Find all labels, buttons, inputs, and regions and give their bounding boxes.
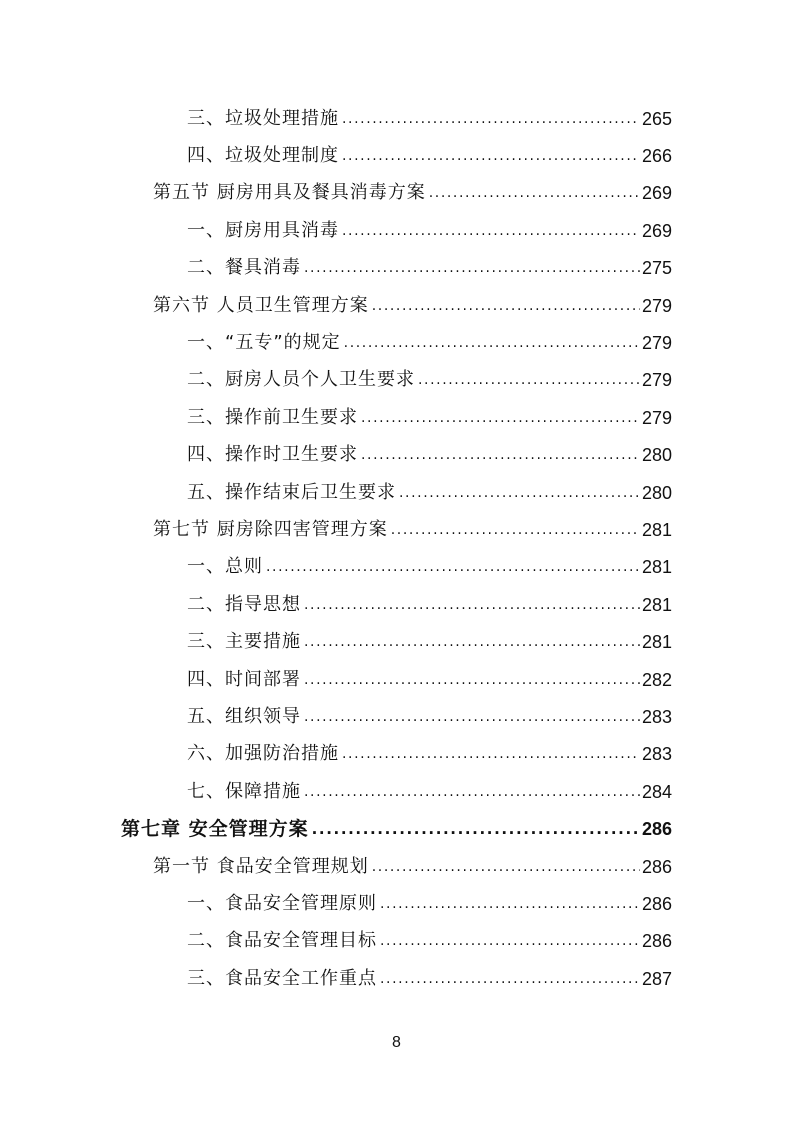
toc-entry[interactable] [0, 773, 793, 810]
toc-entry[interactable] [0, 324, 793, 361]
dot-leader [342, 744, 640, 764]
toc-entry-page: 286 [641, 893, 672, 914]
dot-leader [399, 483, 640, 503]
toc-entry-page: 279 [641, 407, 672, 428]
toc-entry-label: 三、食品安全工作重点 [187, 967, 377, 989]
toc-entry-page: 286 [641, 856, 672, 877]
toc-entry-page: 286 [641, 931, 672, 952]
toc-entry-page: 279 [641, 370, 672, 391]
dot-leader [304, 707, 640, 727]
toc-entry[interactable] [0, 399, 793, 436]
toc-entry-label: 三、主要措施 [187, 631, 301, 653]
toc-entry[interactable] [0, 250, 793, 287]
dot-leader [304, 670, 640, 690]
table-of-contents [0, 100, 793, 997]
toc-entry-label: 七、保障措施 [187, 780, 301, 802]
dot-leader [418, 370, 640, 390]
toc-entry[interactable] [0, 661, 793, 698]
toc-entry-page: 275 [641, 258, 672, 279]
dot-leader [380, 931, 640, 951]
toc-entry-label: 第五节 厨房用具及餐具消毒方案 [153, 182, 426, 204]
toc-entry-page: 281 [641, 632, 672, 653]
dot-leader [361, 445, 640, 465]
toc-entry-page: 279 [641, 333, 672, 354]
toc-entry-label: 第七节 厨房除四害管理方案 [153, 518, 388, 540]
toc-entry[interactable] [0, 923, 793, 960]
toc-entry-label: 一、食品安全管理原则 [187, 892, 377, 914]
toc-entry-label: 四、操作时卫生要求 [187, 444, 358, 466]
toc-entry-label: 第七章 安全管理方案 [121, 817, 309, 840]
dot-leader [266, 557, 640, 577]
toc-entry-label: 一、“五专”的规定 [187, 332, 341, 354]
toc-entry-page: 283 [641, 744, 672, 765]
dot-leader [342, 221, 640, 241]
toc-entry[interactable] [0, 437, 793, 474]
dot-leader [372, 296, 640, 316]
dot-leader [342, 146, 640, 166]
toc-entry[interactable] [0, 175, 793, 212]
toc-entry-page: 281 [641, 594, 672, 615]
toc-entry-label: 四、时间部署 [187, 668, 301, 690]
toc-entry[interactable] [0, 549, 793, 586]
toc-entry-page: 281 [641, 557, 672, 578]
toc-entry[interactable] [0, 885, 793, 922]
toc-entry[interactable] [0, 736, 793, 773]
toc-entry-label: 三、垃圾处理措施 [187, 107, 339, 129]
toc-entry[interactable] [0, 212, 793, 249]
toc-entry-label: 五、操作结束后卫生要求 [187, 481, 396, 503]
toc-entry-page: 281 [641, 519, 672, 540]
dot-leader [361, 408, 640, 428]
dot-leader [429, 183, 640, 203]
toc-entry-label: 三、操作前卫生要求 [187, 406, 358, 428]
toc-entry-page: 265 [641, 108, 672, 129]
toc-entry[interactable] [0, 511, 793, 548]
toc-entry-page: 283 [641, 706, 672, 727]
dot-leader [380, 894, 640, 914]
toc-entry-page: 284 [641, 781, 672, 802]
toc-entry-page: 269 [641, 220, 672, 241]
toc-entry-label: 二、食品安全管理目标 [187, 930, 377, 952]
toc-entry[interactable] [0, 287, 793, 324]
toc-entry-page: 279 [641, 295, 672, 316]
dot-leader [304, 595, 640, 615]
toc-entry-label: 第六节 人员卫生管理方案 [153, 294, 369, 316]
toc-entry-label: 二、指导思想 [187, 593, 301, 615]
toc-entry-page: 269 [641, 183, 672, 204]
toc-entry-label: 五、组织领导 [187, 705, 301, 727]
toc-entry-page: 282 [641, 669, 672, 690]
toc-entry-label: 二、餐具消毒 [187, 257, 301, 279]
page-number: 8 [392, 1034, 401, 1051]
toc-entry-label: 二、厨房人员个人卫生要求 [187, 369, 415, 391]
dot-leader [304, 632, 640, 652]
dot-leader [304, 258, 640, 278]
toc-entry-page: 280 [641, 482, 672, 503]
dot-leader [372, 857, 640, 877]
toc-entry-label: 六、加强防治措施 [187, 743, 339, 765]
toc-entry-page: 286 [641, 819, 672, 840]
toc-entry-label: 一、厨房用具消毒 [187, 219, 339, 241]
dot-leader [304, 782, 640, 802]
toc-entry[interactable] [0, 474, 793, 511]
dot-leader [312, 819, 640, 839]
toc-entry[interactable] [0, 810, 793, 847]
toc-entry[interactable] [0, 848, 793, 885]
toc-entry[interactable] [0, 960, 793, 997]
dot-leader [342, 109, 640, 129]
toc-entry-page: 280 [641, 445, 672, 466]
toc-entry-label: 第一节 食品安全管理规划 [153, 855, 369, 877]
toc-entry[interactable] [0, 362, 793, 399]
dot-leader [344, 333, 640, 353]
toc-entry[interactable] [0, 698, 793, 735]
toc-entry[interactable] [0, 586, 793, 623]
dot-leader [380, 969, 640, 989]
toc-entry[interactable] [0, 137, 793, 174]
toc-entry-page: 287 [641, 968, 672, 989]
dot-leader [391, 520, 640, 540]
toc-entry-page: 266 [641, 146, 672, 167]
toc-entry[interactable] [0, 623, 793, 660]
toc-entry-label: 一、总则 [187, 556, 263, 578]
toc-entry-label: 四、垃圾处理制度 [187, 145, 339, 167]
toc-entry[interactable] [0, 100, 793, 137]
